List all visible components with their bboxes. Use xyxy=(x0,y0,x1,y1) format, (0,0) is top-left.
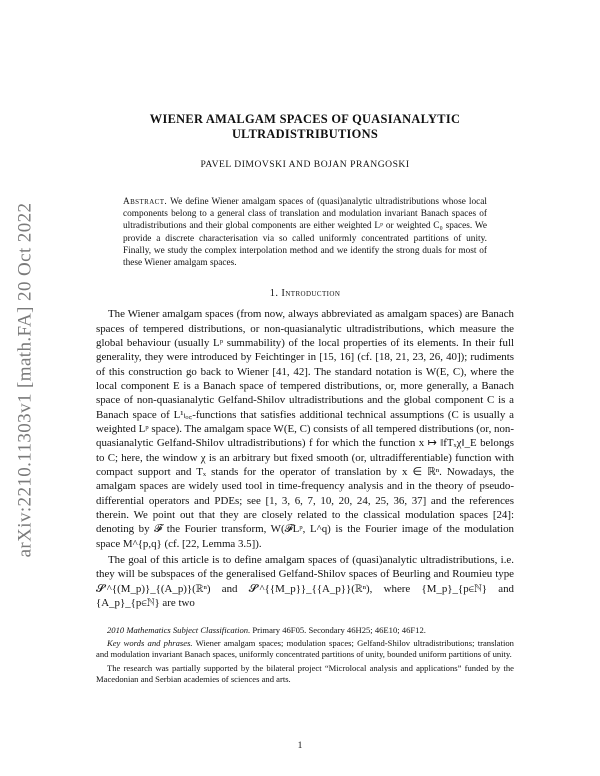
footnote-support: The research was partially supported by the bilateral project “Microlocal analysis and applications” funded by the Macedonian and Serbian academies of sciences and arts. xyxy=(96,662,514,684)
paper-authors: PAVEL DIMOVSKI AND BOJAN PRANGOSKI xyxy=(200,159,410,170)
footnote-msc xyxy=(96,625,514,636)
title-line-2: ULTRADISTRIBUTIONS xyxy=(231,127,379,141)
footnote-keywords-text: Wiener amalgam spaces; modulation spaces; Gelfand-Shilov ultradistributions; translation and modulation invariant Banach spaces, uniformly concentrated partitions of unity, bounded uniform partitions of unity. xyxy=(96,638,514,660)
paragraph-1: The Wiener amalgam spaces (from now, always abbreviated as amalgam spaces) are Banach spaces of tempered distributions, or non-quasianalytic ultradistributions, which measure the global behaviour (usually Lᵖ summability) of the local properties of its elements. In their full generality, they were introduced by Feichtinger in [15, 16] (cf. [18, 21, 23, 26, 40]); rudiments of this construction go back to Wiener [41, 42]. The standard notation is W(E, C), where the local component E is a Banach space of tempered distributions, or, more generally, a Banach space of non-quasianalytic Gelfand-Shilov ultradistributions and the global component C is a Banach space of L¹ₗₒ꜀-functions that satisfies additional technical assumptions (C is usually a weighted Lᵖ space). The amalgam space W(E, C) consists of all tempered distributions (or, non-quasianalytic Gelfand-Shilov ultradistributions) f for which the function x ↦ ‖fTₓχ‖_E belongs to C; here, the window χ is an arbitrary but fixed smooth (or, ultradifferentiable) function with compact support and Tₓ stands for the operator of translation by x ∈ ℝⁿ. Nowadays, the amalgam spaces are widely used tool in time-frequency analysis and in the theory of pseudo-differential operators and PDEs; see [1, 3, 6, 7, 10, 20, 24, 25, 36, 37] and the references therein. We point out that they are closely related to the classical modulation spaces [24]: denoting by 𝓕 the Fourier transform, W(𝓕Lᵖ, L^q) is the Fourier image of the modulation space M^{p,q} (cf. [22, Lemma 3.5]). xyxy=(96,308,514,550)
footnote-msc-text: Primary 46F05. Secondary 46H25; 46E10; 46F12. xyxy=(252,625,426,635)
footnote-keywords-label: Key words and phrases. xyxy=(107,638,193,649)
arxiv-identifier: arXiv:2210.11303v1 [math.FA] 20 Oct 2022 xyxy=(14,202,36,558)
footnotes xyxy=(96,625,514,685)
footnote-keywords xyxy=(96,638,514,660)
page-number: 1 xyxy=(297,741,303,751)
section-number: 1. xyxy=(269,288,279,300)
abstract-label: Abstract. xyxy=(123,197,168,207)
abstract-text: We define Wiener amalgam spaces of (quasi)analytic ultradistributions whose local components belong to a general class of translation and modulation invariant Banach spaces of ultradistributions and their global components are either weighted Lᵖ or weighted C₀ spaces. We provide a discrete characterisation via so called uniformly concentrated partitions of unity. Finally, we study the complex interpolation method and we identify the strong duals for most of these Wiener amalgam spaces. xyxy=(123,197,487,269)
paragraph-2: The goal of this article is to define amalgam spaces of (quasi)analytic ultradistributions, i.e. they will be subspaces of the generalised Gelfand-Shilov spaces of Beurling and Roumieu type 𝓢′^{(M_p)}_{(A_p)}(ℝⁿ) and 𝓢′^{{M_p}}_{{A_p}}(ℝⁿ), where {M_p}_{p∈ℕ} and {A_p}_{p∈ℕ} are two xyxy=(96,554,514,610)
arxiv-sidebar-stamp xyxy=(10,170,40,590)
abstract xyxy=(123,196,487,269)
paper-title xyxy=(96,112,514,142)
section-title: Introduction xyxy=(281,288,341,300)
main-content xyxy=(96,112,514,610)
section-heading xyxy=(96,288,514,299)
title-line-1: WIENER AMALGAM SPACES OF QUASIANALYTIC xyxy=(149,112,461,126)
footnote-msc-label: 2010 Mathematics Subject Classification. xyxy=(107,625,251,635)
